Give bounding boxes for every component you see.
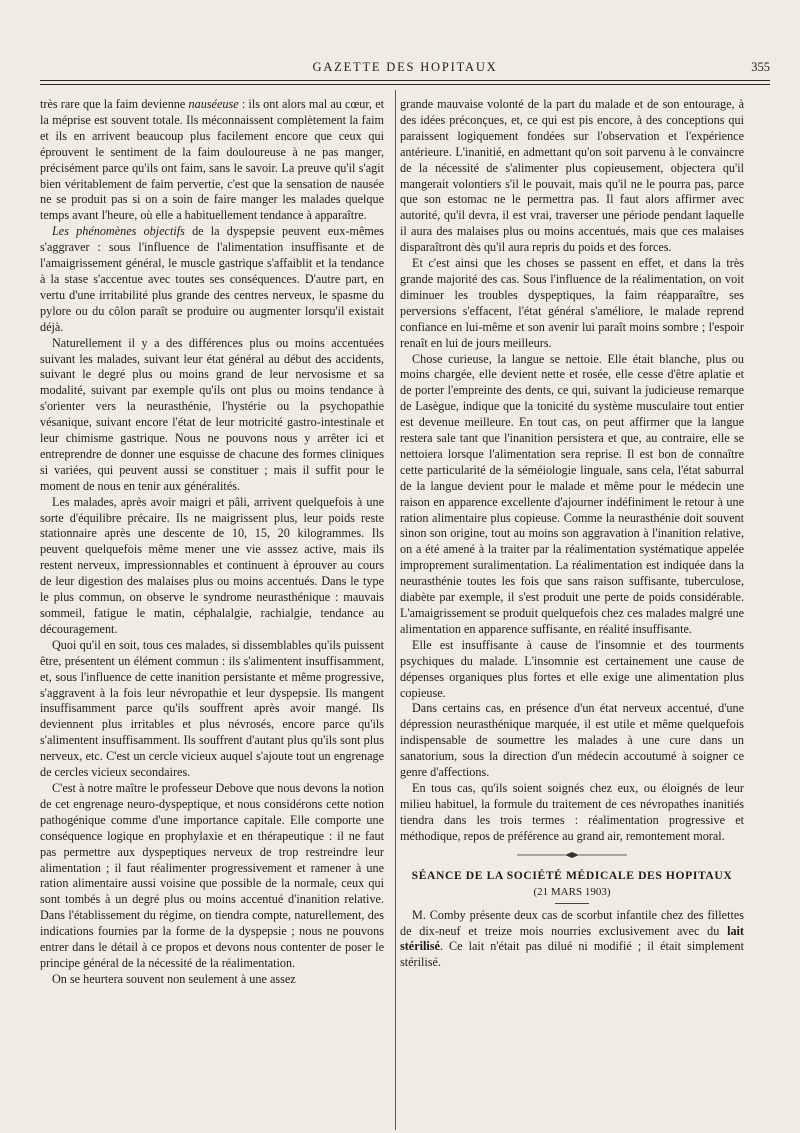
- paragraph: En tous cas, qu'ils soient soignés chez eux, ou éloignés de leur milieu habituel, la formule du traitement de ces névropathes inanitiés tiendra dans les trois termes : réalimentation progressive et méthodique, repos de préférence au grand air, remontement moral.: [400, 780, 744, 843]
- paragraph: Chose curieuse, la langue se nettoie. Elle était blanche, plus ou moins chargée, elle devient nette et rosée, elle cesse d'être aplatie et de porter l'empreinte des dents, ce qui, suivant la judicieuse remarque de Lasègue, indique que la tonicité du système musculaire tout entier est devenue meilleure. En tout cas, on peut affirmer que la langue restera sale tant que l'inanition persistera et que, au contraire, elle se nettoiera lorsque l'alimentation sera reprise. Il est bon de connaître cette particularité de la séméiologie linguale, sans cela, l'état saburral de la langue devient pour le malade et même pour le médecin une raison en apparence excellente d'ajourner indéfiniment le retour à une ration alimentaire plus copieuse. Comme la neurasthénie doit souvent sinon son origine, tout au moins son aggravation à l'inanition relative, on a été amené à la traiter par la réalimentation systématique appelée improprement suralimentation. La réalimentation est indiquée dans la neurasthénie toutes les fois que sans raison suffisante, tuberculose, diabète par exemple, il s'est produit une perte de poids considérable. L'amaigrissement se produit quelquefois chez ces malades malgré une alimentation en apparence suffisante, en réalité insuffisante.: [400, 351, 744, 636]
- italic-term: nauséeuse: [188, 97, 239, 111]
- header-rule: [40, 80, 770, 81]
- section-date: (21 MARS 1903): [533, 885, 611, 898]
- paragraph: Quoi qu'il en soit, tous ces malades, si dissemblables qu'ils puissent être, présentent un élément commun : ils s'alimentent insuffisamment, et, sous l'influence de cette inanition persistante et même progressive, s'aggravent à la fois leur névropathie et leur dyspepsie. Ils mangent insuffisamment parce qu'ils souffrent après avoir mangé. Ils deviennent plus irritables et plus névrosés, encore parce qu'ils s'alimentent insuffisamment. Ils souffrent d'autant plus qu'ils sont plus nerveux, etc. C'est un cercle vicieux auquel s'ajoute tout un engrenage de cercles vicieux secondaires.: [40, 637, 384, 780]
- paragraph: On se heurtera souvent non seulement à une assez: [52, 971, 296, 986]
- paragraph: Et c'est ainsi que les choses se passent en effet, et dans la très grande majorité des cas. Sous l'influence de la réalimentation, on voit diminuer les troubles dyspeptiques, la faim réapparaître, ses perversions s'effacent, l'état général s'améliore, le malade reprend confiance en lui-même et son avenir lui paraît moins sombre ; l'espoir renaît en lui de jours meilleurs.: [400, 256, 744, 350]
- section-ornament: [400, 851, 744, 862]
- paragraph: Les phénomènes objectifs de la dyspepsie peuvent eux-mêmes s'aggraver : sous l'influence de l'alimentation insuffisante et de l'amaigrissement général, le muscle gastrique s'affaiblit et la tendance à la stase s'accentue avec toutes ses conséquences. D'autre part, en vertu d'une irritabilité plus grande des centres nerveux, le spasme du pylore ou du côlon paraît se produire ou augmenter lorsqu'il existait déjà.: [40, 224, 385, 334]
- paragraph: Naturellement il y a des différences plus ou moins accentuées suivant les malades, suivant leur état général au début des accidents, suivant le degré plus ou moins grand de leur nervosisme et sa modalité, suivant par exemple qu'ils ont plus ou moins tendance à s'orienter vers la neurasthénie, l'hystérie ou la psychopathie vésanique, suivant encore l'état de leur motricité gastro-intestinale et leur chimisme gastrique. Nous ne pouvons nous y arrêter ici et entreprendre de donner une esquisse de chacune des formes cliniques si variées, qui peuvent aussi se constituer ; mais il suffit pour le moment de nous en tenir aux généralités.: [40, 335, 384, 493]
- paragraph: grande mauvaise volonté de la part du malade et de son entourage, à des idées préconçues, et, ce qui est pis encore, à des conceptions qui paraissent logiquement fondées sur l'observation et l'expérience antérieure. L'inanitié, en admettant qu'on soit parvenu à le convaincre de la nécessité de s'alimenter plus copieusement, objectera qu'il mangerait volontiers s'il le pouvait, mais qu'il ne le pourra pas, parce que son estomac ne le permettra pas. Il faut alors affirmer avec autorité, qu'il devra, il est vrai, traverser une période pendant laquelle il aura des malaises plus ou moins accentués, mais que ces malaises disparaîtront dès qu'il aura repris du poids et des forces.: [400, 97, 744, 255]
- header-rule-thin: [40, 84, 770, 85]
- left-column: [40, 97, 384, 988]
- column-divider: [395, 90, 396, 1130]
- section-rule: [555, 903, 589, 904]
- italic-term: Les phénomènes objectifs: [52, 224, 185, 239]
- ornament-rule: [517, 851, 627, 859]
- paragraph: Dans certains cas, en présence d'un état nerveux accentué, d'une dépression neurasthénique marquée, il est utile et même quelquefois indispensable de soumettre les malades à une cure dans un sanatorium, sous la direction d'un médecin accoutumé à soigner ce genre d'affections.: [400, 701, 744, 780]
- bold-term: lait stérilisé: [400, 923, 744, 954]
- section-title: SÉANCE DE LA SOCIÉTÉ MÉDICALE DES HOPITAUX: [411, 868, 733, 882]
- running-title: GAZETTE DES HOPITAUX: [312, 60, 498, 74]
- right-column: [400, 97, 744, 971]
- paragraph: Elle est insuffisante à cause de l'insomnie et des tourments psychiques du malade. L'insomnie est certainement une cause de dépenses organiques plus fortes et elle exige une alimentation plus copieuse.: [400, 637, 744, 700]
- paragraph: Les malades, après avoir maigri et pâli, arrivent quelquefois à une sorte d'équilibre précaire. Ils ne maigrissent plus, leur poids reste stationnaire après une descente de 10, 15, 20 kilogrammes. Ils peuvent quelquefois même mener une vie asssez active, mais ils restent nerveux, impressionnables et continuent à éprouver au cours de leur digestion des malaises plus ou moins accentués. Dans le type le plus commun, on observe le syndrome neurasthénique : mauvais sommeil, fatigue le matin, céphalalgie, rachialgie, tendance au découragement.: [40, 494, 384, 636]
- paragraph: C'est à notre maître le professeur Debove que nous devons la notion de cet engrenage neuro-dyspeptique, et nous considérons cette notion pathogénique comme d'une importance capitale. Elle comporte une conséquence logique en prophylaxie et en thérapeutique : il ne faut pas permettre aux dyspeptiques nerveux de trop restreindre leur alimentation ; il faut réalimenter progressivement et ramener à une ration alimentaire aussi voisine que possible de la normale, ceux qui sont tombés à un degré plus ou moins accentué d'inanition relative. Dans l'établissement du régime, on tiendra compte, naturellement, des indications fournies par la forme de la dyspepsie ; nous ne pouvons entrer dans le détail à ce propos et devons nous contenter de poser le principe général de la nécessité de la réalimentation.: [40, 780, 384, 970]
- page-number: 355: [751, 60, 770, 74]
- paragraph: très rare que la faim devienne nauséeuse : ils ont alors mal au cœur, et la méprise est souvent totale. Ils méconnaissent complètement la faim et ils en arrivent beaucoup plus facilement encore que ceux qui éprouvent le sentiment de la faim douloureuse à ne pas manger, précisément parce qu'ils ont faim, sans le savoir. La preuve qu'il s'agit bien véritablement de faim pervertie, c'est que la sensation de nausée ne se produit pas si on a soin de faire manger les malades quelque temps avant l'heure, où elle a habituellement tendance à apparaître.: [40, 97, 384, 223]
- paragraph: M. Comby présente deux cas de scorbut infantile chez des fillettes de dix-neuf et treize mois nourries exclusivement avec du lait stérilisé. Ce lait n'était pas dilué ni modifié ; il était simplement stérilisé.: [400, 907, 744, 970]
- page-header: [40, 60, 770, 76]
